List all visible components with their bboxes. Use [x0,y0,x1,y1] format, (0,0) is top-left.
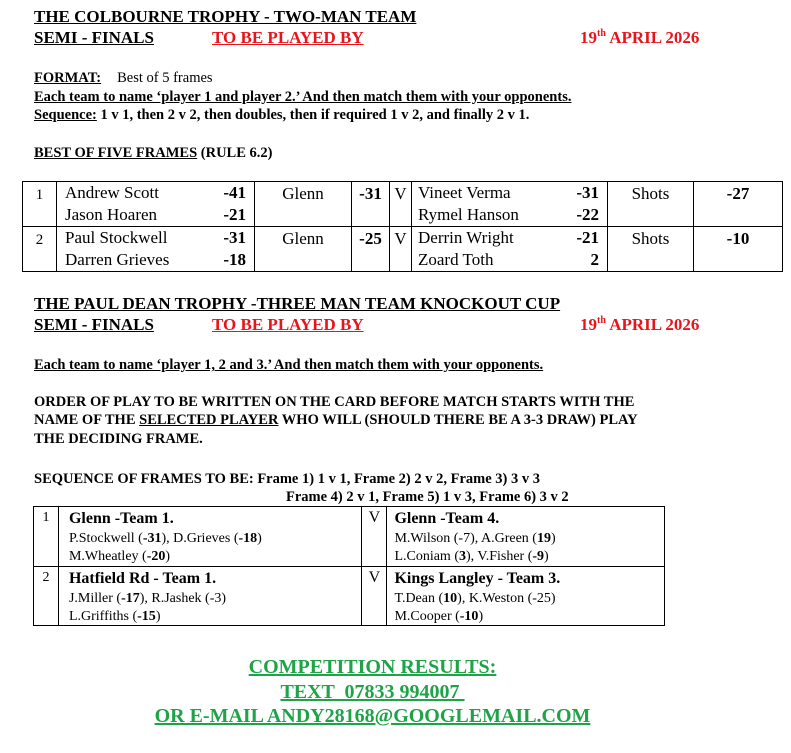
team-players-line: J.Miller (-17), R.Jashek (-3) [68,591,227,606]
player-score: -22 [576,205,599,224]
home-total: -31 [352,182,390,227]
colbourne-fixtures-table [22,181,783,272]
sequence-of-frames-1: SEQUENCE OF FRAMES TO BE: Frame 1) 1 v 1, Frame 2) 2 v 2, Frame 3) 3 v 3 [34,471,540,487]
away-players [412,182,608,227]
team-name: Glenn -Team 1. [68,510,174,527]
home-total: -25 [352,227,390,272]
dean-title: THE PAUL DEAN TROPHY -THREE MAN TEAM KNOCKOUT CUP [34,294,561,313]
versus: V [390,182,412,227]
team-players-line: L.Coniam (3), V.Fisher (-9) [394,549,549,564]
results-email[interactable]: OR E-MAIL ANDY28168@GOOGLEMAIL.COM [154,705,591,727]
away-total: -10 [694,227,783,272]
match-number: 2 [34,567,59,626]
date-suffix: th [597,315,606,326]
player-score: 2 [590,250,599,269]
dean-naming-rule: Each team to name ‘player 1, 2 and 3.’ And then match them with your opponents. [34,357,544,373]
versus: V [362,567,387,626]
sequence-label: Sequence: [34,107,97,123]
team-players-line: M.Wheatley (-20) [68,549,171,564]
sequence-value: 1 v 1, then 2 v 2, then doubles, then if required 1 v 2, and finally 2 v 1. [96,107,530,123]
home-team-cell [58,507,362,567]
table-row [23,182,783,227]
sequence-line [34,107,529,124]
player-name: Paul Stockwell [65,228,168,247]
dean-deadline-date [580,315,699,335]
player-name: Andrew Scott [65,183,159,202]
player-score: -21 [223,205,246,224]
format-label: FORMAT: [34,70,102,86]
order-text: WHO WILL (SHOULD THERE BE A 3-3 DRAW) PLAY [278,412,638,428]
team-players-line: M.Wilson (-7), A.Green (19) [394,531,556,546]
away-total: -27 [694,182,783,227]
player-name: Jason Hoaren [65,205,158,224]
away-team-cell [387,567,665,626]
player-score: -18 [223,250,246,269]
home-players [57,182,255,227]
match-number: 2 [23,227,57,272]
away-club: Shots [608,182,694,227]
team-players-line: L.Griffiths (-15) [68,609,161,624]
player-name: Rymel Hanson [418,205,519,224]
best-of-label: BEST OF FIVE FRAMES [34,145,198,161]
order-line-3: THE DECIDING FRAME. [34,431,203,447]
team-name: Kings Langley - Team 3. [394,570,561,587]
versus: V [362,507,387,567]
team-name: Hatfield Rd - Team 1. [68,570,217,587]
order-line-2 [34,412,638,429]
match-number: 1 [34,507,59,567]
match-number: 1 [23,182,57,227]
player-name: Vineet Verma [418,183,511,202]
table-row [34,507,665,567]
home-players [57,227,255,272]
format-line [34,70,213,87]
home-team-cell [58,567,362,626]
date-day: 19 [580,315,597,334]
dean-deadline-label: TO BE PLAYED BY [212,315,364,334]
colbourne-title: THE COLBOURNE TROPHY - TWO-MAN TEAM [34,7,417,26]
results-phone[interactable]: TEXT 07833 994007 [280,681,465,703]
dean-fixtures-table [33,506,665,626]
colbourne-deadline-label: TO BE PLAYED BY [212,28,364,47]
colbourne-stage: SEMI - FINALS [34,28,154,47]
team-name: Glenn -Team 4. [394,510,500,527]
sequence-of-frames-2: Frame 4) 2 v 1, Frame 5) 1 v 3, Frame 6) 3 v 2 [286,489,569,505]
away-players [412,227,608,272]
versus: V [390,227,412,272]
player-score: -31 [223,228,246,247]
home-club: Glenn [255,182,352,227]
colbourne-naming-rule: Each team to name ‘player 1 and player 2.’ And then match them with your opponents. [34,89,572,105]
player-name: Darren Grieves [65,250,170,269]
date-day: 19 [580,28,597,47]
player-name: Zoard Toth [418,250,494,269]
home-club: Glenn [255,227,352,272]
team-players-line: P.Stockwell (-31), D.Grieves (-18) [68,531,262,546]
player-score: -31 [576,183,599,202]
table-row [34,567,665,626]
dean-stage: SEMI - FINALS [34,315,154,334]
player-score: -21 [576,228,599,247]
selected-player-text: SELECTED PLAYER [139,412,279,428]
best-of-rule: (RULE 6.2) [197,145,273,161]
colbourne-deadline-date [580,28,699,48]
date-rest: APRIL 2026 [605,28,700,47]
player-name: Derrin Wright [418,228,514,247]
player-score: -41 [223,183,246,202]
results-heading: COMPETITION RESULTS: [248,656,497,678]
format-value: Best of 5 frames [117,70,213,86]
date-rest: APRIL 2026 [605,315,700,334]
date-suffix: th [597,28,606,39]
table-row [23,227,783,272]
away-club: Shots [608,227,694,272]
team-players-line: T.Dean (10), K.Weston (-25) [394,591,556,606]
order-line-1: ORDER OF PLAY TO BE WRITTEN ON THE CARD BEFORE MATCH STARTS WITH THE [34,394,635,410]
away-team-cell [387,507,665,567]
order-text: NAME OF THE [34,412,140,428]
best-of-line [34,145,272,162]
team-players-line: M.Cooper (-10) [394,609,484,624]
